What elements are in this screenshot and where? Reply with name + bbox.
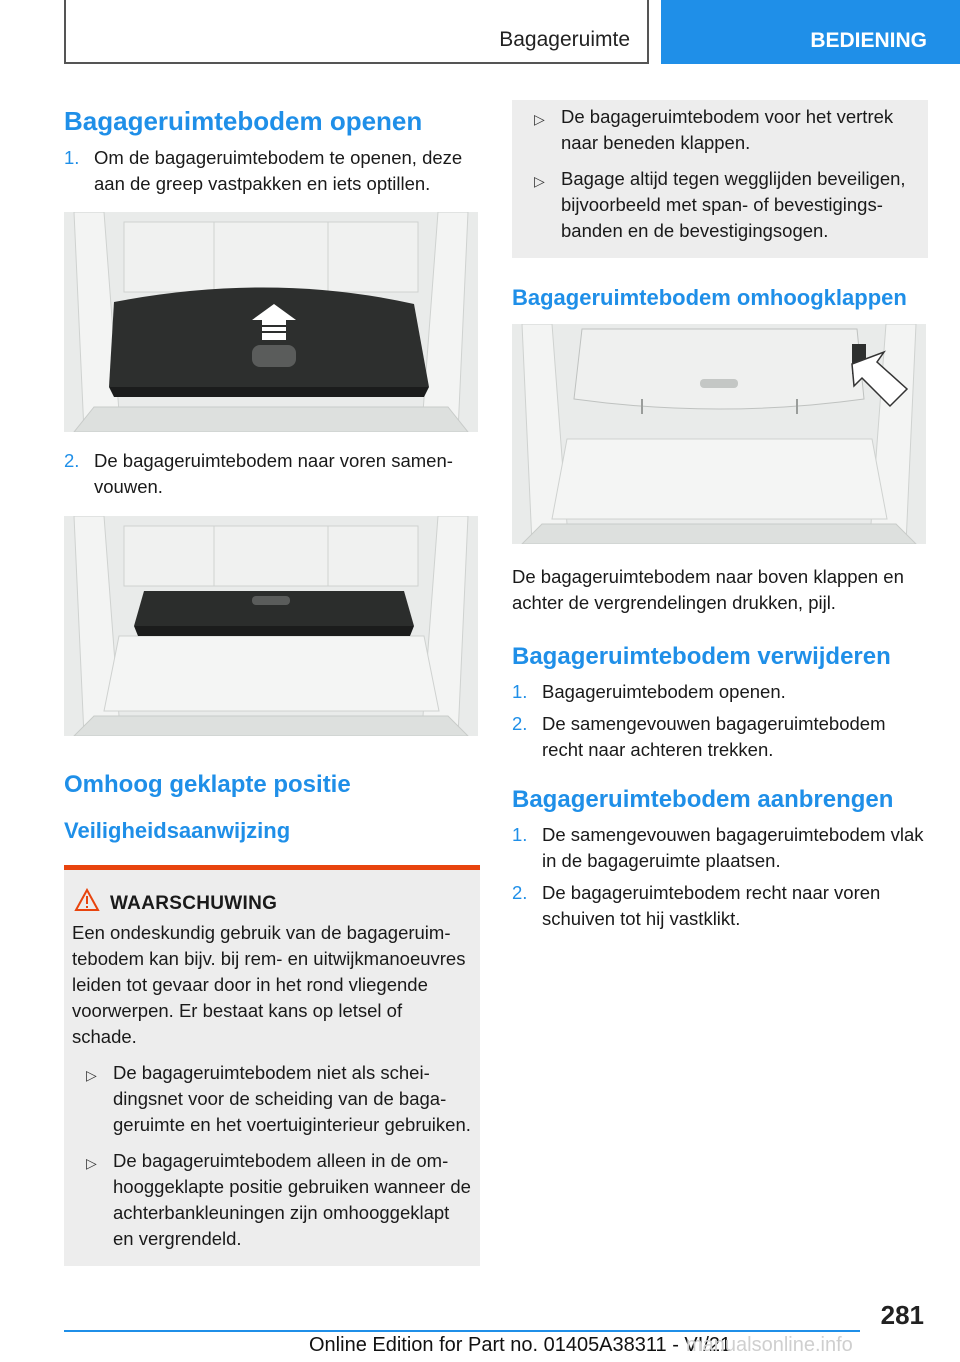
step-number: 2. — [512, 713, 528, 734]
warning-body: Een ondeskundig gebruik van de bagageruimtebodem kan bijv. bij rem- en uitwijkmanoeuvres leiden tot gevaar door in het rond vliegende voorwerpen. Er bestaat kans op letsel of schade. — [72, 922, 466, 1047]
warning-title — [72, 892, 472, 916]
warning-bullet-3 — [520, 104, 920, 156]
bullet-triangle-icon: ▷ — [534, 111, 545, 127]
step-text: Om de bagageruimtebodem te openen, deze aan de greep vastpakken en iets optillen. — [94, 147, 463, 194]
warning-title-text: WAARSCHUWING — [110, 893, 278, 914]
step-number: 1. — [64, 147, 80, 168]
heading-install: Bagageruimtebodem aanbrengen — [512, 786, 894, 813]
footer-edition: Online Edition for Part no. 01405A38311 - VI/21 — [309, 1334, 732, 1356]
warning-bullet-2 — [72, 1148, 472, 1252]
step-text: De bagageruimtebodem naar voren samenvouwen. — [94, 450, 453, 497]
warning-bullet-1 — [72, 1060, 472, 1138]
trunk-floor-fold-up-illustration — [512, 324, 926, 544]
heading-safety-note: Veiligheidsaanwijzing — [64, 818, 291, 843]
warning-triangle-icon — [74, 888, 100, 912]
header-section-title: Bagageruimte — [499, 28, 630, 51]
step-install-2 — [512, 880, 928, 932]
fold-up-instruction: De bagageruimtebodem naar boven klappen en achter de vergrendelingen drukken, pijl. — [512, 566, 904, 613]
heading-open-floor: Bagageruimtebodem openen — [64, 106, 423, 136]
heading-remove: Bagageruimtebodem verwijderen — [512, 643, 891, 670]
bullet-text: De bagageruimtebodem voor het vertrek naar beneden klappen. — [561, 106, 894, 153]
step-number: 2. — [512, 882, 528, 903]
step-number: 1. — [512, 681, 528, 702]
right-column — [512, 100, 928, 932]
left-column — [64, 100, 480, 1266]
step-text: De samengevouwen bagageruimtebodem vlak in de bagageruimte plaatsen. — [542, 824, 924, 871]
bullet-triangle-icon: ▷ — [534, 173, 545, 189]
bullet-text: De bagageruimtebodem alleen in de omhooggeklapte positie gebruiken wanneer de achterbankleuningen zijn omhooggeklapt en vergrendeld. — [113, 1150, 471, 1249]
step-text: De bagageruimtebodem recht naar voren schuiven tot hij vastklikt. — [542, 882, 881, 929]
heading-fold-up: Bagageruimtebodem omhoogklappen — [512, 285, 907, 310]
step-text: De samengevouwen bagageruimtebodem recht naar achteren trekken. — [542, 713, 886, 760]
page-number: 281 — [880, 1300, 924, 1330]
step-number: 2. — [64, 450, 80, 471]
footer-rule — [64, 1330, 860, 1332]
heading-raised-position: Omhoog geklapte positie — [64, 771, 351, 798]
step-install-1 — [512, 822, 928, 874]
bullet-text: De bagageruimtebodem niet als scheidingsnet voor de scheiding van de bagageruimte en het voertuiginterieur gebruiken. — [113, 1062, 471, 1135]
trunk-floor-lift-illustration — [64, 212, 478, 432]
bullet-triangle-icon: ▷ — [86, 1155, 97, 1171]
bullet-text: Bagage altijd tegen wegglijden beveiligen, bijvoorbeeld met span- of bevestigingsbanden en de bevestigingsogen. — [561, 168, 906, 241]
footer-watermark: manualsonline.info — [686, 1334, 853, 1356]
step-number: 1. — [512, 824, 528, 845]
header-chapter-tab: BEDIENING — [661, 0, 960, 64]
step-open-2 — [64, 448, 480, 500]
warning-bullet-4 — [520, 166, 920, 244]
bullet-triangle-icon: ▷ — [86, 1067, 97, 1083]
step-remove-2 — [512, 711, 928, 763]
step-text: Bagageruimtebodem openen. — [542, 681, 786, 702]
warning-box-continued — [512, 100, 928, 258]
trunk-floor-folded-illustration — [64, 516, 478, 736]
step-remove-1 — [512, 679, 928, 705]
warning-box — [64, 865, 480, 1266]
step-open-1 — [64, 145, 480, 197]
